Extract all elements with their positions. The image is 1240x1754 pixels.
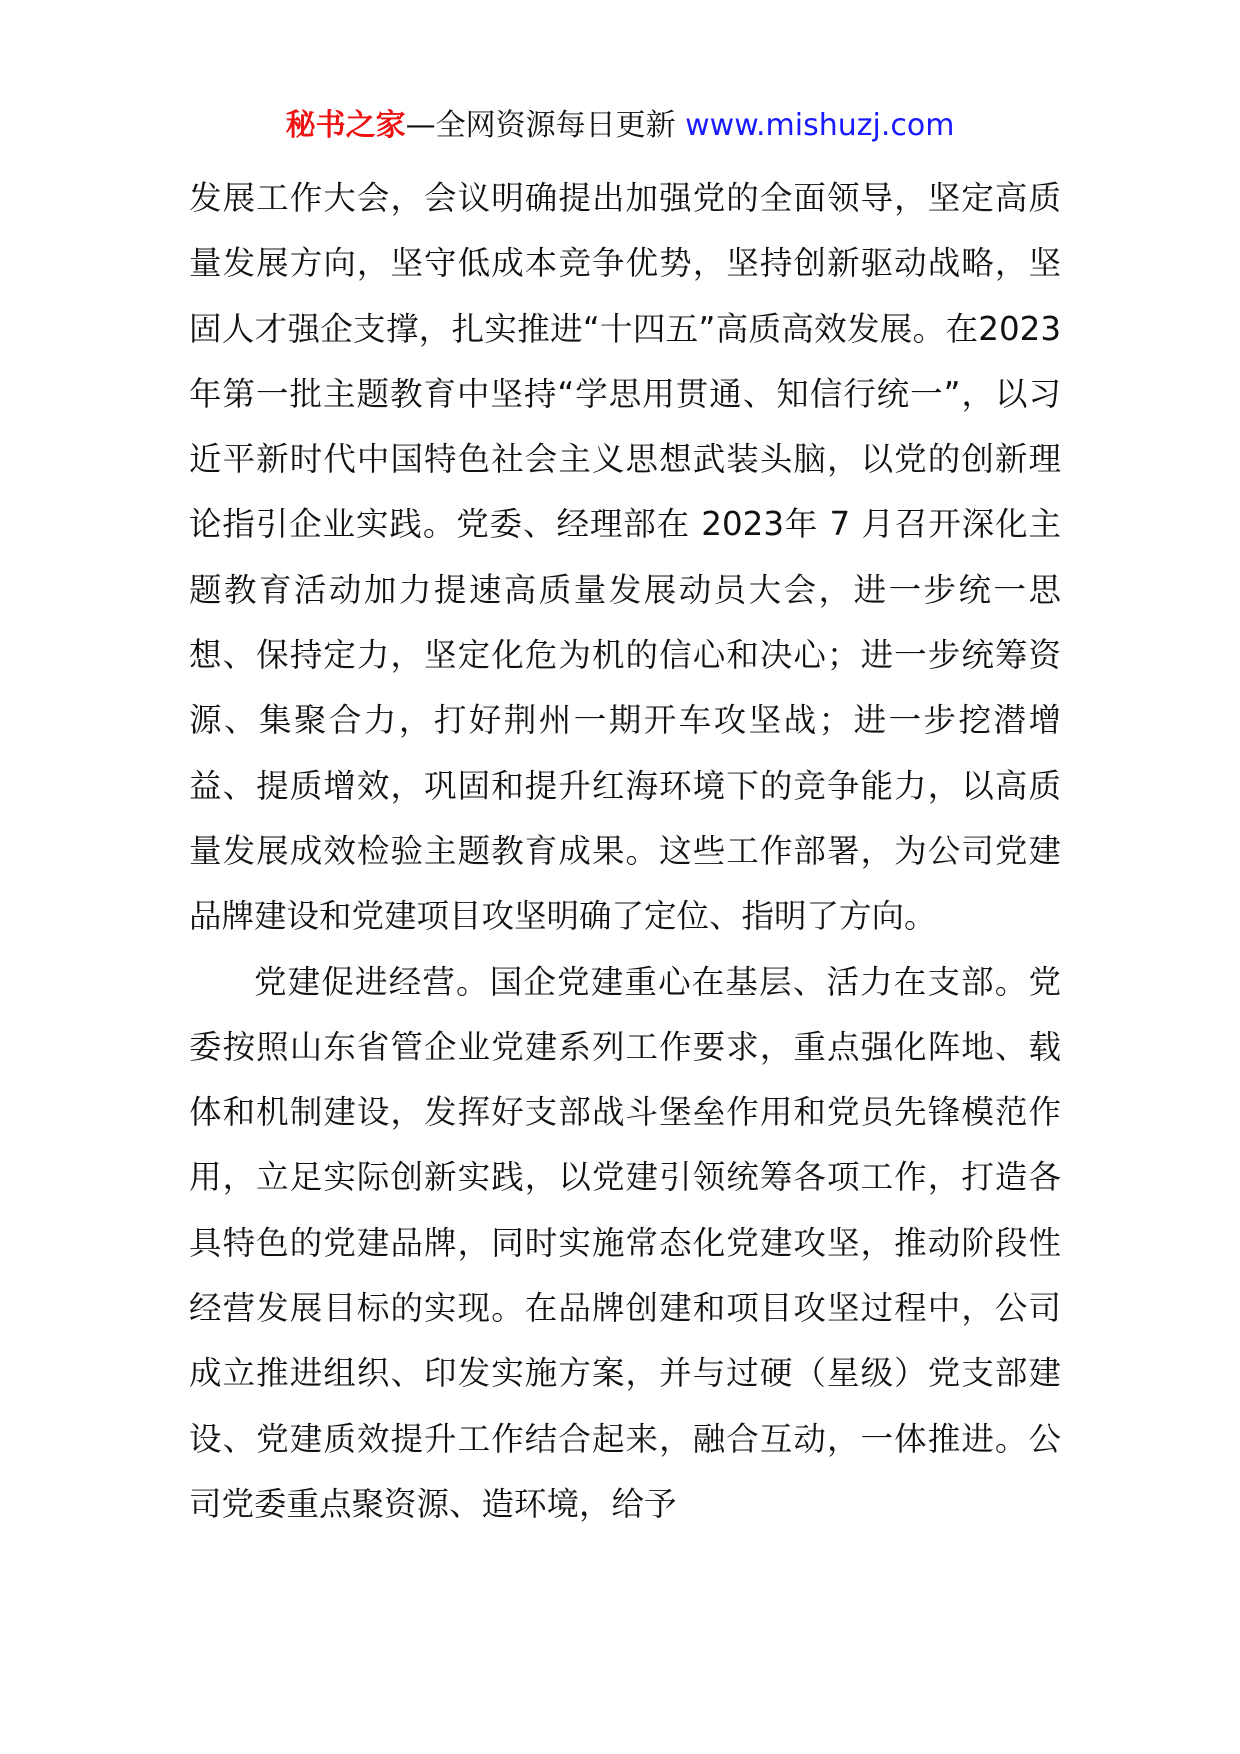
document-body: [189, 166, 1061, 1537]
paragraph-party-building: 党建促进经营。国企党建重心在基层、活力在支部。党委按照山东省管企业党建系列工作要求，重点强化阵地、载体和机制建设，发挥好支部战斗堡垒作用和党员先锋模范作用，立足实际创新实践，以党建引领统筹各项工作，打造各具特色的党建品牌，同时实施常态化党建攻坚，推动阶段性经营发展目标的实现。在品牌创建和项目攻坚过程中，公司成立推进组织、印发实施方案，并与过硬（星级）党支部建设、党建质效提升工作结合起来，融合互动，一体推进。公司党委重点聚资源、造环境，给予: [189, 962, 1061, 1523]
header-tagline: —全网资源每日更新: [405, 108, 686, 143]
paragraph-continued: 发展工作大会，会议明确提出加强党的全面领导，坚定高质量发展方向，坚守低成本竞争优势，坚持创新驱动战略，坚固人才强企支撑，扎实推进“十四五”高质高效发展。在2023年第一批主题教育中坚持“学思用贯通、知信行统一”，以习近平新时代中国特色社会主义思想武装头脑，以党的创新理论指引企业实践。党委、经理部在 2023年 7 月召开深化主题教育活动加力提速高质量发展动员大会，进一步统一思想、保持定力，坚定化危为机的信心和决心；进一步统筹资源、集聚合力，打好荆州一期开车攻坚战；进一步挖潜增益、提质增效，巩固和提升红海环境下的竞争能力，以高质量发展成效检验主题教育成果。这些工作部署，为公司党建品牌建设和党建项目攻坚明确了定位、指明了方向。: [189, 179, 1061, 936]
site-url-link[interactable]: www.mishuzj.com: [685, 108, 955, 143]
brand-name: 秘书之家: [285, 108, 406, 143]
page-header: [0, 104, 1240, 148]
